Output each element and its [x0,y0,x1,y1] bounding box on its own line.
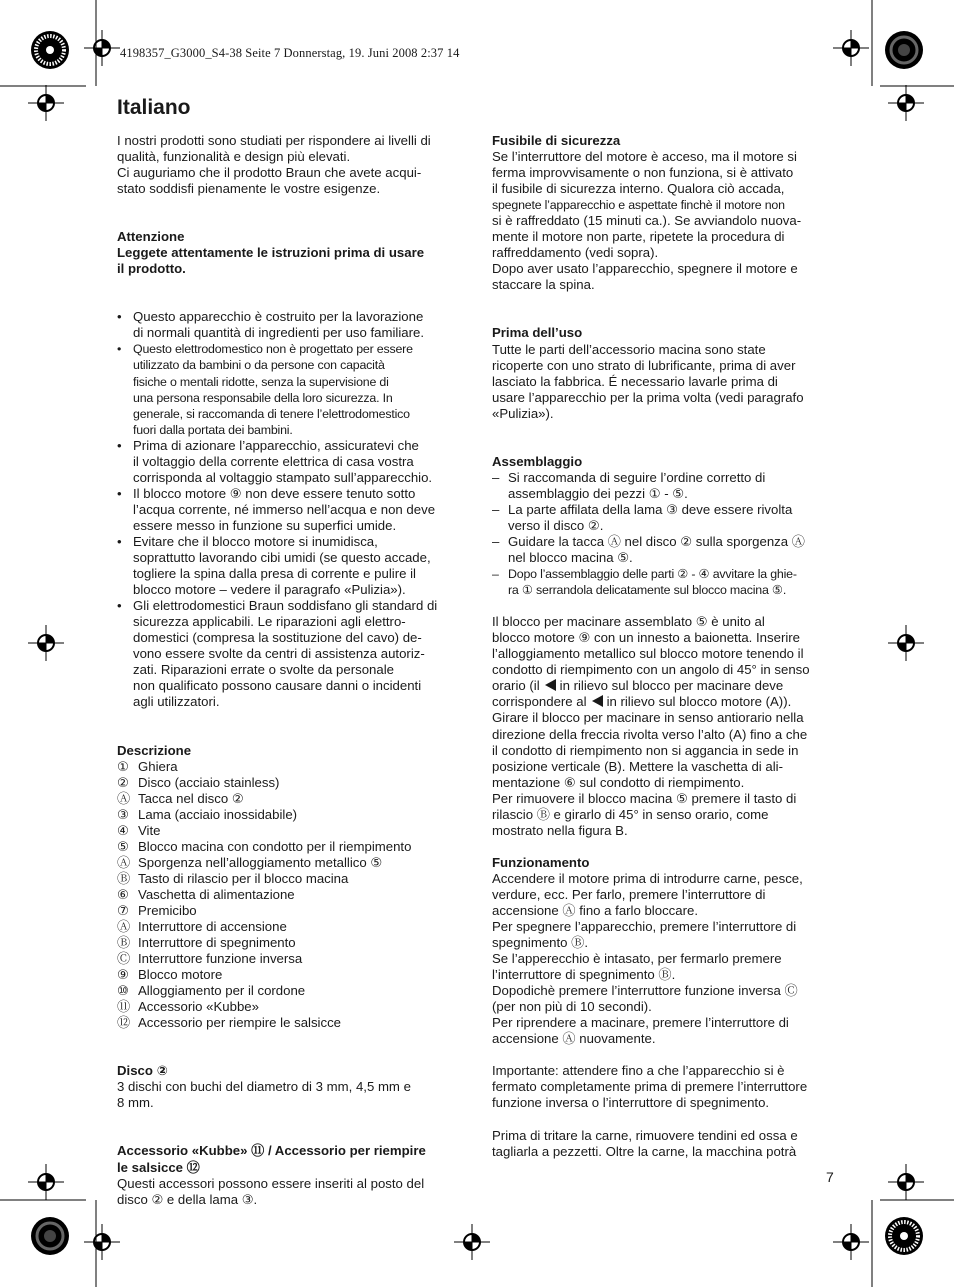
list-item: ⑤ Blocco macina con condotto per il riempimento [117,838,412,854]
list-item: – Guidare la tacca Ⓐ nel disco ② sulla sporgenza Ⓐ nel blocco macina ⑤. [492,534,838,566]
registration-mark-icon [28,1164,64,1200]
assembly-heading: Assemblaggio [492,453,583,469]
first-use-heading: Prima dell’uso [492,325,583,341]
list-item: ⑥ Vaschetta di alimentazione [117,886,295,902]
page-number: 7 [826,1169,834,1185]
arrow-left-icon [592,695,603,707]
list-item: Ⓑ Interruttore di spegnimento [117,935,296,951]
list-item: Ⓒ Interruttore funzione inversa [117,951,303,967]
list-item: Ⓐ Interruttore di accensione [117,919,287,935]
list-item: ④ Vite [117,822,161,838]
resolution-target-icon [884,1216,924,1256]
resolution-target-icon [30,30,70,70]
left-column: I nostri prodotti sono studiati per rispondere ai livelli di qualità, funzionalità e design più elevati. Ci auguriamo che il prodotto Braun che avete acqui- stato soddisfi pienamente le vostre esigenze. Attenzione Leggete attentamente le istruzioni prima di usare il prodotto. • Questo apparecchio è costruito per la lavorazione di normali quantità di ingredienti per uso familiare. • Questo elettrodomestico non è progettato per essere utilizzato da bambini o da persone con capacità fisiche o mentali ridotte, senza la supervisione di una persona responsabile della loro sicurezza. In generale, si raccomanda di tenere l’elettrodomestico fuori dalla portata dei bambini. • Prima di azionare l’apparecchio, assicuratevi che il voltaggio della corrente elettrica di casa vostra corrisponda al voltaggio stampato sull’apparecchio. • Il blocco motore ⑨ non deve essere tenuto sotto l’acqua corrente, né immerso nell’acqua e non deve essere messo in funzione su superfici umide. • Evitare che il blocco motore si inumidisca, soprattutto lavorando cibi umidi (se questo accade, togliere la spina dalla presa di corrente e pulire il blocco motore – vedere il paragrafo «Pulizia»). • Gli elettrodomestici Braun soddisfano gli standard di sicurezza applicabili. Le riparazioni agli elettro- domestici (compresa la sostituzione del cavo) de- vono essere svolte da centri di assistenza autoriz- zati. Riparazioni errate o svolte da personale non qualificato possono causare danni o incidenti agli utilizzatori. Descrizione ① Ghiera ② Disco (acciaio stainless) Ⓐ Tacca nel disco ② ③ Lama (acciaio inossidabile) ④ Vite ⑤ Blocco macina con condotto per il riempimento Ⓐ Sporgenza nell’alloggiamento metallico ⑤ Ⓑ Tasto di rilascio per il blocco macina ⑥ Vaschetta di alimentazione ⑦ Premicibo Ⓐ Interruttore di accensione Ⓑ Interruttore di spegnimento Ⓒ Interruttore funzione inversa ⑨ Blocco motore ⑩ Alloggiamento per il cordone ⑪ Accessorio «Kubbe» ⑫ Accessorio per riempire le salsicce Disco ② 3 dischi con buchi del diametro di 3 mm, 4,5 mm e 8 mm. Accessorio «Kubbe» ⑪ / Accessorio per riempire le salsicce ⑫ Questi accessori possono essere inseriti al posto del disco ② e della lama ③. [117,133,462,1208]
right-column [492,133,838,1160]
disc-text: 3 dischi con buchi del diametro di 3 mm, 4,5 mm e [117,1079,411,1095]
list-item: Ⓐ Tacca nel disco ② [117,790,244,806]
list-item: ① Ghiera [117,758,178,774]
parts-list [117,759,462,1032]
registration-mark-icon [28,625,64,661]
list-item: ⑦ Premicibo [117,902,197,918]
registration-mark-icon [833,1224,869,1260]
operation-paragraph: Accendere il motore prima di introdurre carne, pesce, verdure, ecc. Per farlo, premere l’interruttore di accensione Ⓐ fino a farlo bloccare. Per spegnere l’apparecchio, premere l’interruttore di spegnimento Ⓑ. Se l’apperecchio è intasato, per fermarlo premere l’interruttore di spegnimento Ⓑ. Dopodichè premere l’interruttore funzione inversa Ⓒ (per non più di 10 secondi). Per riprendere a macinare, premere l’interruttore di accensione Ⓐ nuovamente. [492,870,803,1047]
list-item: – Si raccomanda di seguire l’ordine corretto di assemblaggio dei pezzi ① - ⑤. [492,470,838,502]
registration-mark-icon [888,625,924,661]
fuse-heading: Fusibile di sicurezza [492,133,621,148]
assembly-paragraph: Il blocco per macinare assemblato ⑤ è unito al blocco motore ⑨ con un innesto a baionetta. Inserire l’alloggiamento metallico sul blocco motore tenendo il condotto di riempimento con un angolo di 45° in senso orario (il in rilievo sul blocco per macinare deve corrispondere al in rilievo sul blocco motore (A)). Girare il blocco per macinare in senso antiorario nella direzione della freccia rivolta verso l’alto (A) fino a che il condotto di riempimento non si aggancia in sede in posizione verticale (B). Mettere la vaschetta di ali- mentazione ⑥ sul condotto di riempimento. Per rimuovere il blocco macina ⑤ premere il tasto di rilascio Ⓑ e girarlo di 45° in senso orario, come mostrato nella figura B. [492,614,810,838]
first-use-paragraph: Tutte le parti dell’accessorio macina sono state ricoperte con uno strato di lubrificante, prima di aver lasciato la fabbrica. É necessario lavarle prima di usare l’apparecchio per la prima volta (vedi paragrafo «Pulizia»). [492,341,804,421]
list-item: ⑨ Blocco motore [117,967,223,983]
registration-mark-icon [888,1164,924,1200]
list-item: – Dopo l’assemblaggio delle parti ② - ④ avvitare la ghie- ra ① serrandola delicatamente sul blocco macina ⑤. [492,566,838,598]
list-item: Ⓐ Sporgenza nell’alloggiamento metallico ⑤ [117,854,383,870]
list-item: ⑪ Accessorio «Kubbe» [117,999,259,1015]
accessory-text: Questi accessori possono essere inseriti al posto del [117,1175,425,1191]
registration-mark-icon [84,30,120,66]
list-item: ② Disco (acciaio stainless) [117,774,280,790]
list-item: Ⓑ Tasto di rilascio per il blocco macina [117,870,349,886]
bullet-item: • Questo elettrodomestico non è progettato per essere utilizzato da bambini o da persone con capacità fisiche o mentali ridotte, senza la supervisione di una persona responsabile della loro sicurezza. In generale, si raccomanda di tenere l’elettrodomestico fuori dalla portata dei bambini. [117,341,462,437]
registration-mark-icon [454,1224,490,1260]
list-item: ⑫ Accessorio per riempire le salsicce [117,1015,342,1031]
bullet-item: • Questo apparecchio è costruito per la lavorazione di normali quantità di ingredienti per uso familiare. [117,309,462,341]
bullet-item: • Gli elettrodomestici Braun soddisfano gli standard di sicurezza applicabili. Le riparazioni agli elettro- domestici (compresa la sostituzione del cavo) de- vono essere svolte da centri di assistenza autoriz- zati. Riparazioni errate o svolte da personale non qualificato possono causare danni o incidenti agli utilizzatori. [117,598,462,710]
intro-paragraph: I nostri prodotti sono studiati per rispondere ai livelli di qualità, funzionalità e design più elevati. Ci auguriamo che il prodotto Braun che avete acqui- stato soddisfi pienamente le vostre esigenze. [117,133,431,197]
registration-mark-icon [833,30,869,66]
attention-text: Leggete attentamente le istruzioni prima di usare [117,245,425,261]
registration-mark-icon [84,1224,120,1260]
description-heading: Descrizione [117,742,192,758]
assembly-steps [492,470,838,598]
disc-heading: Disco ② [117,1063,168,1079]
registration-mark-icon [28,85,64,121]
arrow-left-icon [545,679,556,691]
accessory-heading: Accessorio «Kubbe» ⑪ / Accessorio per riempire [117,1143,426,1159]
operation-heading: Funzionamento [492,854,590,870]
important-note: Importante: attendere fino a che l’apparecchio si è fermato completamente prima di premere l’interruttore funzione inversa o l’interruttore di spegnimento. [492,1063,808,1111]
bullet-item: • Evitare che il blocco motore si inumidisca, soprattutto lavorando cibi umidi (se questo accade, togliere la spina dalla presa di corrente e pulire il blocco motore – vedere il paragrafo «Pulizia»). [117,534,462,598]
bullet-item: • Il blocco motore ⑨ non deve essere tenuto sotto l’acqua corrente, né immerso nell’acqua e non deve essere messo in funzione su superfici umide. [117,486,462,534]
fuse-paragraph: Se l’interruttore del motore è acceso, ma il motore si ferma improvvisamente o non funziona, si è attivato il fusibile di sicurezza interno. Qualora ciò accada, spegnete l’apparecchio e aspettate finchè il motore non si è raffreddato (15 minuti ca.). Se avviandolo nuova- mente il motore non parte, ripetete la procedura di raffreddamento (vedi sopra). Dopo aver usato l’apparecchio, spegnere il motore e staccare la spina. [492,149,802,293]
list-item: – La parte affilata della lama ③ deve essere rivolta verso il disco ②. [492,502,838,534]
safety-bullet-list [117,309,462,710]
list-item: ③ Lama (acciaio inossidabile) [117,806,298,822]
print-slug-header: 4198357_G3000_S4-38 Seite 7 Donnerstag, 19. Juni 2008 2:37 14 [120,46,460,60]
attention-heading: Attenzione [117,229,185,245]
meat-paragraph: Prima di tritare la carne, rimuovere tendini ed ossa e tagliarla a pezzetti. Oltre la carne, la macchina potrà [492,1127,798,1159]
list-item: ⑩ Alloggiamento per il cordone [117,983,306,999]
registration-mark-icon [888,85,924,121]
bullet-item: • Prima di azionare l’apparecchio, assicuratevi che il voltaggio della corrente elettrica di casa vostra corrisponda al voltaggio stampato sull’apparecchio. [117,438,462,486]
resolution-target-icon [884,30,924,70]
resolution-target-icon [30,1216,70,1256]
page-title: Italiano [117,96,191,119]
